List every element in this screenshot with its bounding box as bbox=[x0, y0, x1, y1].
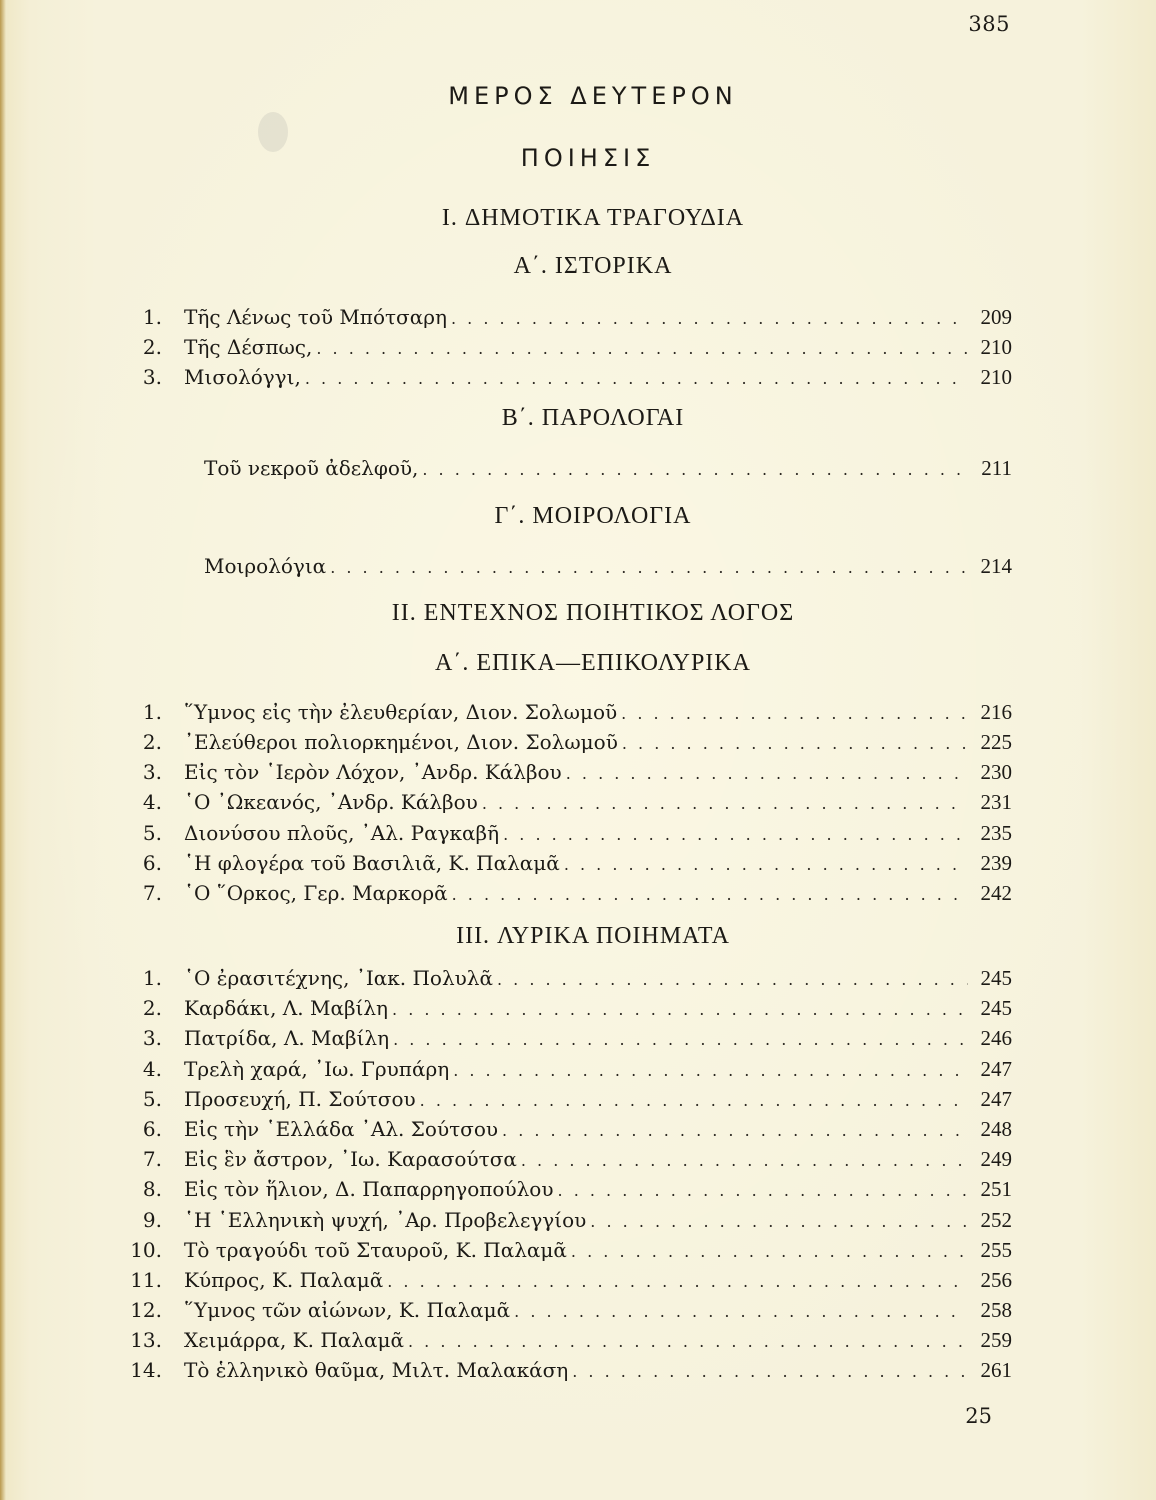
dot-leader bbox=[503, 825, 968, 844]
entry-number: 2. bbox=[142, 335, 162, 359]
entry-page: 230 bbox=[980, 760, 1012, 784]
entry-title: Τρελὴ χαρά, ᾿Ιω. Γρυπάρη bbox=[184, 1057, 450, 1081]
dot-leader bbox=[330, 558, 968, 577]
entry-title: Κύπρος, Κ. Παλαμᾶ bbox=[184, 1268, 384, 1292]
entry-number: 6. bbox=[142, 1117, 162, 1141]
entry-number: 5. bbox=[142, 1087, 162, 1111]
dot-leader bbox=[393, 1030, 968, 1049]
entry-number: 7. bbox=[142, 1147, 162, 1171]
toc-entry bbox=[130, 790, 1012, 818]
toc-entry bbox=[130, 700, 1012, 728]
toc-entry bbox=[130, 1147, 1012, 1175]
toc-entry bbox=[130, 365, 1012, 393]
dot-leader bbox=[521, 1151, 968, 1170]
entry-number: 8. bbox=[142, 1177, 162, 1201]
entry-title: ῞Υμνος εἰς τὴν ἐλευθερίαν, Διον. Σολωμοῦ bbox=[184, 700, 618, 724]
section-heading-demotic: I. ΔΗΜΟΤΙΚΑ ΤΡΑΓΟΥΔΙΑ bbox=[441, 205, 745, 231]
toc-entry bbox=[130, 966, 1012, 994]
dot-leader bbox=[564, 855, 968, 874]
entry-title: Εἰς τὴν ῾Ελλάδα ᾿Αλ. Σούτσου bbox=[184, 1117, 499, 1141]
dot-leader bbox=[622, 734, 968, 753]
entry-page: 261 bbox=[980, 1358, 1012, 1382]
entry-page: 247 bbox=[980, 1057, 1012, 1081]
toc-entry bbox=[130, 730, 1012, 758]
entry-page: 245 bbox=[980, 966, 1012, 990]
toc-entry bbox=[130, 1087, 1012, 1115]
entry-title: Χειμάρρα, Κ. Παλαμᾶ bbox=[184, 1328, 404, 1352]
entry-page: 225 bbox=[980, 730, 1012, 754]
entry-number: 1. bbox=[142, 966, 162, 990]
entry-page: 239 bbox=[980, 851, 1012, 875]
entry-page: 214 bbox=[980, 554, 1012, 578]
entry-page: 251 bbox=[980, 1177, 1012, 1201]
entry-page: 231 bbox=[980, 790, 1012, 814]
entry-page: 216 bbox=[980, 700, 1012, 724]
entry-title: Εἰς ἓν ἄστρον, ᾿Ιω. Καρασούτσα bbox=[184, 1147, 517, 1171]
entry-number: 13. bbox=[130, 1328, 162, 1352]
dot-leader bbox=[621, 704, 968, 723]
entry-page: 242 bbox=[980, 881, 1012, 905]
entry-title: ῾Ο ἐρασιτέχνης, ᾿Ιακ. Πολυλᾶ bbox=[184, 966, 493, 990]
toc-entry bbox=[130, 1268, 1012, 1296]
entry-page: 255 bbox=[980, 1238, 1012, 1262]
entry-number: 1. bbox=[142, 305, 162, 329]
dot-leader bbox=[453, 1061, 968, 1080]
entry-title: ῞Υμνος τῶν αἰώνων, Κ. Παλαμᾶ bbox=[184, 1298, 511, 1322]
dot-leader bbox=[420, 1091, 968, 1110]
entry-page: 210 bbox=[980, 365, 1012, 389]
entry-number: 3. bbox=[142, 1026, 162, 1050]
dot-leader bbox=[566, 764, 968, 783]
dot-leader bbox=[571, 1242, 968, 1261]
entry-number: 11. bbox=[130, 1268, 162, 1292]
section-heading-lyrika: III. ΛΥΡΙΚΑ ΠΟΙΗΜΑΤΑ bbox=[456, 923, 730, 949]
dot-leader bbox=[482, 794, 968, 813]
entry-title: Τῆς Λένως τοῦ Μπότσαρη bbox=[184, 305, 447, 329]
toc-entry bbox=[130, 305, 1012, 333]
entry-number: 4. bbox=[142, 1057, 162, 1081]
toc-entry bbox=[130, 456, 1012, 484]
entry-title: Εἰς τὸν ἥλιον, Δ. Παπαρρηγοπούλου bbox=[184, 1177, 554, 1201]
sub-title: ΠΟΙΗΣΙΣ bbox=[520, 144, 656, 172]
toc-entry bbox=[130, 1238, 1012, 1266]
dot-leader bbox=[514, 1302, 968, 1321]
toc-entry bbox=[130, 554, 1012, 582]
entry-page: 211 bbox=[981, 456, 1012, 480]
dot-leader bbox=[590, 1212, 968, 1231]
entry-number: 7. bbox=[142, 881, 162, 905]
toc-entry bbox=[130, 1177, 1012, 1205]
section-heading-epika: Α΄. ΕΠΙΚΑ—ΕΠΙΚΟΛΥΡΙΚΑ bbox=[435, 650, 751, 676]
entry-page: 248 bbox=[980, 1117, 1012, 1141]
entry-number: 1. bbox=[142, 700, 162, 724]
dot-leader bbox=[572, 1362, 968, 1381]
entry-page: 258 bbox=[980, 1298, 1012, 1322]
toc-entry bbox=[130, 851, 1012, 879]
entry-title: ῾Η φλογέρα τοῦ Βασιλιᾶ, Κ. Παλαμᾶ bbox=[184, 851, 560, 875]
entry-number: 12. bbox=[130, 1298, 162, 1322]
page-number: 385 bbox=[968, 12, 1010, 36]
entry-page: 256 bbox=[980, 1268, 1012, 1292]
entry-title: Μοιρολόγια bbox=[204, 554, 327, 578]
entry-number: 14. bbox=[130, 1358, 162, 1382]
entry-page: 247 bbox=[980, 1087, 1012, 1111]
entry-title: ῾Ο ῞Ορκος, Γερ. Μαρκορᾶ bbox=[184, 881, 448, 905]
dot-leader bbox=[452, 885, 968, 904]
part-title: ΜΕΡΟΣ ΔΕΥΤΕΡΟΝ bbox=[448, 82, 738, 110]
section-heading-historika: Α΄. ΙΣΤΟΡΙΚΑ bbox=[513, 253, 673, 279]
entry-number: 2. bbox=[142, 730, 162, 754]
entry-number: 9. bbox=[142, 1208, 162, 1232]
entry-page: 210 bbox=[980, 335, 1012, 359]
entry-page: 249 bbox=[980, 1147, 1012, 1171]
toc-entry bbox=[130, 1298, 1012, 1326]
entry-number: 3. bbox=[142, 365, 162, 389]
signature-mark: 25 bbox=[965, 1404, 992, 1428]
dot-leader bbox=[451, 309, 968, 328]
entry-title: Καρδάκι, Λ. Μαβίλη bbox=[184, 996, 389, 1020]
entry-number: 5. bbox=[142, 821, 162, 845]
entry-page: 259 bbox=[980, 1328, 1012, 1352]
toc-entry bbox=[130, 1057, 1012, 1085]
dot-leader bbox=[408, 1332, 968, 1351]
toc-entry bbox=[130, 996, 1012, 1024]
entry-number: 3. bbox=[142, 760, 162, 784]
dot-leader bbox=[387, 1272, 968, 1291]
toc-entry bbox=[130, 1117, 1012, 1145]
entry-title: Τὸ τραγούδι τοῦ Σταυροῦ, Κ. Παλαμᾶ bbox=[184, 1238, 567, 1262]
entry-title: Τοῦ νεκροῦ ἀδελφοῦ, bbox=[204, 456, 419, 480]
toc-entry bbox=[130, 1358, 1012, 1386]
section-heading-parologai: Β΄. ΠΑΡΟΛΟΓΑΙ bbox=[501, 405, 685, 431]
toc-entry bbox=[130, 1328, 1012, 1356]
entry-page: 235 bbox=[980, 821, 1012, 845]
entry-title: ῾Ο ᾿Ωκεανός, ᾿Ανδρ. Κάλβου bbox=[184, 790, 478, 814]
dot-leader bbox=[392, 1000, 968, 1019]
toc-entry bbox=[130, 1208, 1012, 1236]
entry-page: 245 bbox=[980, 996, 1012, 1020]
toc-entry bbox=[130, 1026, 1012, 1054]
dot-leader bbox=[502, 1121, 968, 1140]
entry-page: 209 bbox=[980, 305, 1012, 329]
section-heading-moirologia: Γ΄. ΜΟΙΡΟΛΟΓΙΑ bbox=[494, 503, 692, 529]
entry-page: 252 bbox=[980, 1208, 1012, 1232]
dot-leader bbox=[422, 460, 968, 479]
entry-page: 246 bbox=[980, 1026, 1012, 1050]
toc-entry bbox=[130, 881, 1012, 909]
entry-title: ᾿Ελεύθεροι πολιορκημένοι, Διον. Σολωμοῦ bbox=[184, 730, 618, 754]
entry-title: Τὸ ἑλληνικὸ θαῦμα, Μιλτ. Μαλακάση bbox=[184, 1358, 569, 1382]
entry-number: 2. bbox=[142, 996, 162, 1020]
entry-title: Διονύσου πλοῦς, ᾿Αλ. Ραγκαβῆ bbox=[184, 821, 500, 845]
entry-title: Μισολόγγι, bbox=[184, 365, 301, 389]
entry-number: 4. bbox=[142, 790, 162, 814]
toc-entry bbox=[130, 821, 1012, 849]
entry-title: Εἰς τὸν ῾Ιερὸν Λόχον, ᾿Ανδρ. Κάλβου bbox=[184, 760, 562, 784]
entry-title: Τῆς Δέσπως, bbox=[184, 335, 313, 359]
entry-title: Προσευχή, Π. Σούτσου bbox=[184, 1087, 416, 1111]
entry-number: 10. bbox=[130, 1238, 162, 1262]
entry-number: 6. bbox=[142, 851, 162, 875]
entry-title: ῾Η ῾Ελληνικὴ ψυχή, ᾿Αρ. Προβελεγγίου bbox=[184, 1208, 587, 1232]
toc-entry bbox=[130, 335, 1012, 363]
dot-leader bbox=[316, 339, 968, 358]
dot-leader bbox=[305, 369, 968, 388]
section-heading-entechnos: II. ΕΝΤΕΧΝΟΣ ΠΟΙΗΤΙΚΟΣ ΛΟΓΟΣ bbox=[391, 600, 795, 626]
toc-entry bbox=[130, 760, 1012, 788]
dot-leader bbox=[558, 1181, 968, 1200]
dot-leader bbox=[497, 970, 968, 989]
entry-title: Πατρίδα, Λ. Μαβίλη bbox=[184, 1026, 390, 1050]
